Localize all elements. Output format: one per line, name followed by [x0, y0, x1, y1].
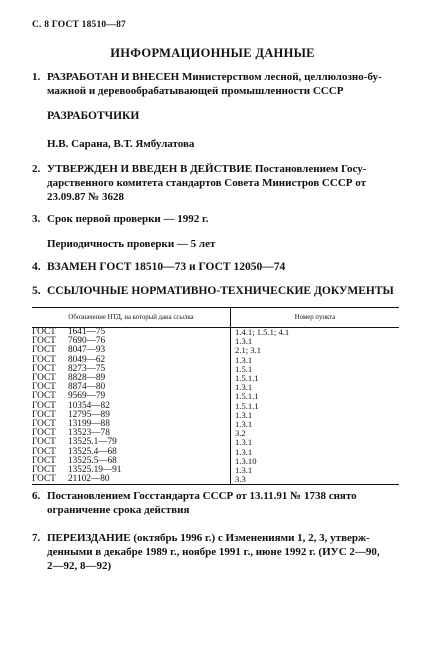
clause-cell: 1.5.1.1	[235, 400, 259, 411]
item-7-line-2: денными в декабре 1989 г., ноябре 1991 г., июне 1992 г. (ИУС 2—90,	[47, 546, 380, 558]
item-6-number: 6.	[32, 490, 41, 502]
document-prefix: ГОСТ	[32, 400, 56, 411]
document-prefix: ГОСТ	[32, 327, 56, 337]
clause-cell: 1.3.1	[235, 409, 253, 420]
item-4	[32, 260, 285, 274]
item-6	[32, 489, 357, 503]
clause-cell: 1.3.1	[235, 354, 253, 365]
item-6-line-2: ограничение срока действия	[47, 504, 190, 516]
item-7	[32, 531, 370, 545]
item-3-text: Срок первой проверки — 1992 г.	[47, 213, 209, 225]
clause-cell: 1.3.1	[235, 446, 253, 457]
document-number: 21102—80	[68, 474, 110, 485]
clause-cell: 1.3.1	[235, 419, 253, 430]
item-5-text: ССЫЛОЧНЫЕ НОРМАТИВНО-ТЕХНИЧЕСКИЕ ДОКУМЕНТЫ	[47, 285, 394, 297]
document-prefix: ГОСТ	[32, 428, 56, 439]
item-3-number: 3.	[32, 213, 41, 225]
document-cell	[32, 466, 231, 475]
document-cell	[32, 383, 231, 392]
table-body	[32, 328, 399, 485]
document-number: 13525.4—68	[68, 446, 117, 457]
item-1	[32, 70, 382, 84]
clause-cell: 1.3.1	[235, 382, 253, 393]
clause-cell: 1.3.10	[235, 455, 257, 466]
document-number: 12795—89	[68, 409, 110, 420]
document-number: 8047—93	[68, 345, 106, 356]
document-number: 8273—75	[68, 363, 106, 374]
document-cell	[32, 420, 231, 429]
document-prefix: ГОСТ	[32, 336, 56, 347]
document-cell	[32, 337, 231, 346]
item-5	[32, 284, 394, 298]
item-1-line-2: мажной и деревообрабатывающей промышленности СССР	[47, 85, 344, 97]
clause-cell: 1.3.1	[235, 437, 253, 448]
document-number: 7690—76	[68, 336, 106, 347]
clause-cell: 1.5.1.1	[235, 373, 259, 384]
document-cell	[32, 365, 231, 374]
document-prefix: ГОСТ	[32, 419, 56, 430]
reference-table	[32, 307, 399, 485]
document-prefix: ГОСТ	[32, 382, 56, 393]
document-cell	[32, 475, 231, 485]
clause-cell: 3.2	[235, 428, 246, 439]
item-2-line-1: УТВЕРЖДЕН И ВВЕДЕН В ДЕЙСТВИЕ Постановлением Госу-	[47, 163, 367, 175]
column-header-document: Обозначение НТД, на который дана ссылка	[32, 308, 231, 328]
document-number: 13199—88	[68, 419, 110, 430]
document-number: 13523—78	[68, 428, 110, 439]
document-prefix: ГОСТ	[32, 363, 56, 374]
developers-names: Н.В. Сарана, В.Т. Ямбулатова	[47, 138, 195, 150]
developers-heading: РАЗРАБОТЧИКИ	[47, 110, 140, 122]
document-prefix: ГОСТ	[32, 437, 56, 448]
document-cell	[32, 402, 231, 411]
document-cell	[32, 429, 231, 438]
item-2	[32, 162, 366, 176]
document-cell	[32, 448, 231, 457]
item-2-line-2: дарственного комитета стандартов Совета Министров СССР от	[47, 177, 366, 189]
document-prefix: ГОСТ	[32, 373, 56, 384]
item-6-line-1: Постановлением Госстандарта СССР от 13.11.91 № 1738 снято	[47, 490, 357, 502]
table-row	[32, 475, 399, 485]
document-cell	[32, 438, 231, 447]
column-header-clause: Номер пункта	[231, 308, 400, 328]
page-title: ИНФОРМАЦИОННЫЕ ДАННЫЕ	[110, 46, 315, 60]
document-prefix: ГОСТ	[32, 455, 56, 466]
clause-cell: 1.4.1; 1.5.1; 4.1	[235, 327, 290, 337]
clause-cell: 1.3.1	[235, 336, 253, 347]
item-4-number: 4.	[32, 261, 41, 273]
document-number: 8874—80	[68, 382, 106, 393]
item-7-line-1: ПЕРЕИЗДАНИЕ (октябрь 1996 г.) с Изменениями 1, 2, 3, утверж-	[47, 532, 370, 544]
clause-cell: 1.5.1	[235, 363, 253, 374]
document-prefix: ГОСТ	[32, 354, 56, 365]
document-prefix: ГОСТ	[32, 465, 56, 476]
clause-cell: 3.3	[231, 475, 400, 485]
document-number: 1641—75	[68, 327, 106, 337]
document-cell	[32, 328, 231, 338]
document-prefix: ГОСТ	[32, 446, 56, 457]
document-number: 8828—89	[68, 373, 106, 384]
table-header-row	[32, 308, 399, 328]
periodicity: Периодичность проверки — 5 лет	[47, 238, 216, 250]
document-number: 13525.1—79	[68, 437, 117, 448]
document-cell	[32, 356, 231, 365]
document-number: 13525.19—91	[68, 465, 122, 476]
clause-cell: 1.5.1.1	[235, 391, 259, 402]
document-cell	[32, 392, 231, 401]
document-number: 10354—82	[68, 400, 110, 411]
item-3	[32, 212, 209, 226]
document-cell	[32, 411, 231, 420]
page-header: С. 8 ГОСТ 18510—87	[32, 20, 126, 30]
item-1-number: 1.	[32, 71, 41, 83]
document-number: 8049—62	[68, 354, 106, 365]
document-cell	[32, 457, 231, 466]
document-number: 13525.5—68	[68, 455, 117, 466]
item-2-number: 2.	[32, 163, 41, 175]
document-prefix: ГОСТ	[32, 345, 56, 356]
document-prefix: ГОСТ	[32, 391, 56, 402]
document-prefix: ГОСТ	[32, 474, 56, 485]
item-5-number: 5.	[32, 285, 41, 297]
document-number: 9569—79	[68, 391, 106, 402]
clause-cell: 1.3.1	[235, 465, 253, 476]
item-4-text: ВЗАМЕН ГОСТ 18510—73 и ГОСТ 12050—74	[47, 261, 286, 273]
document-cell	[32, 374, 231, 383]
item-2-line-3: 23.09.87 № 3628	[47, 191, 125, 203]
item-7-line-3: 2—92, 8—92)	[47, 560, 112, 572]
item-7-number: 7.	[32, 532, 41, 544]
item-1-line-1: РАЗРАБОТАН И ВНЕСЕН Министерством лесной, целлюлозно-бу-	[47, 71, 382, 83]
document-prefix: ГОСТ	[32, 409, 56, 420]
clause-cell: 2.1; 3.1	[235, 345, 262, 356]
document-cell	[32, 346, 231, 355]
